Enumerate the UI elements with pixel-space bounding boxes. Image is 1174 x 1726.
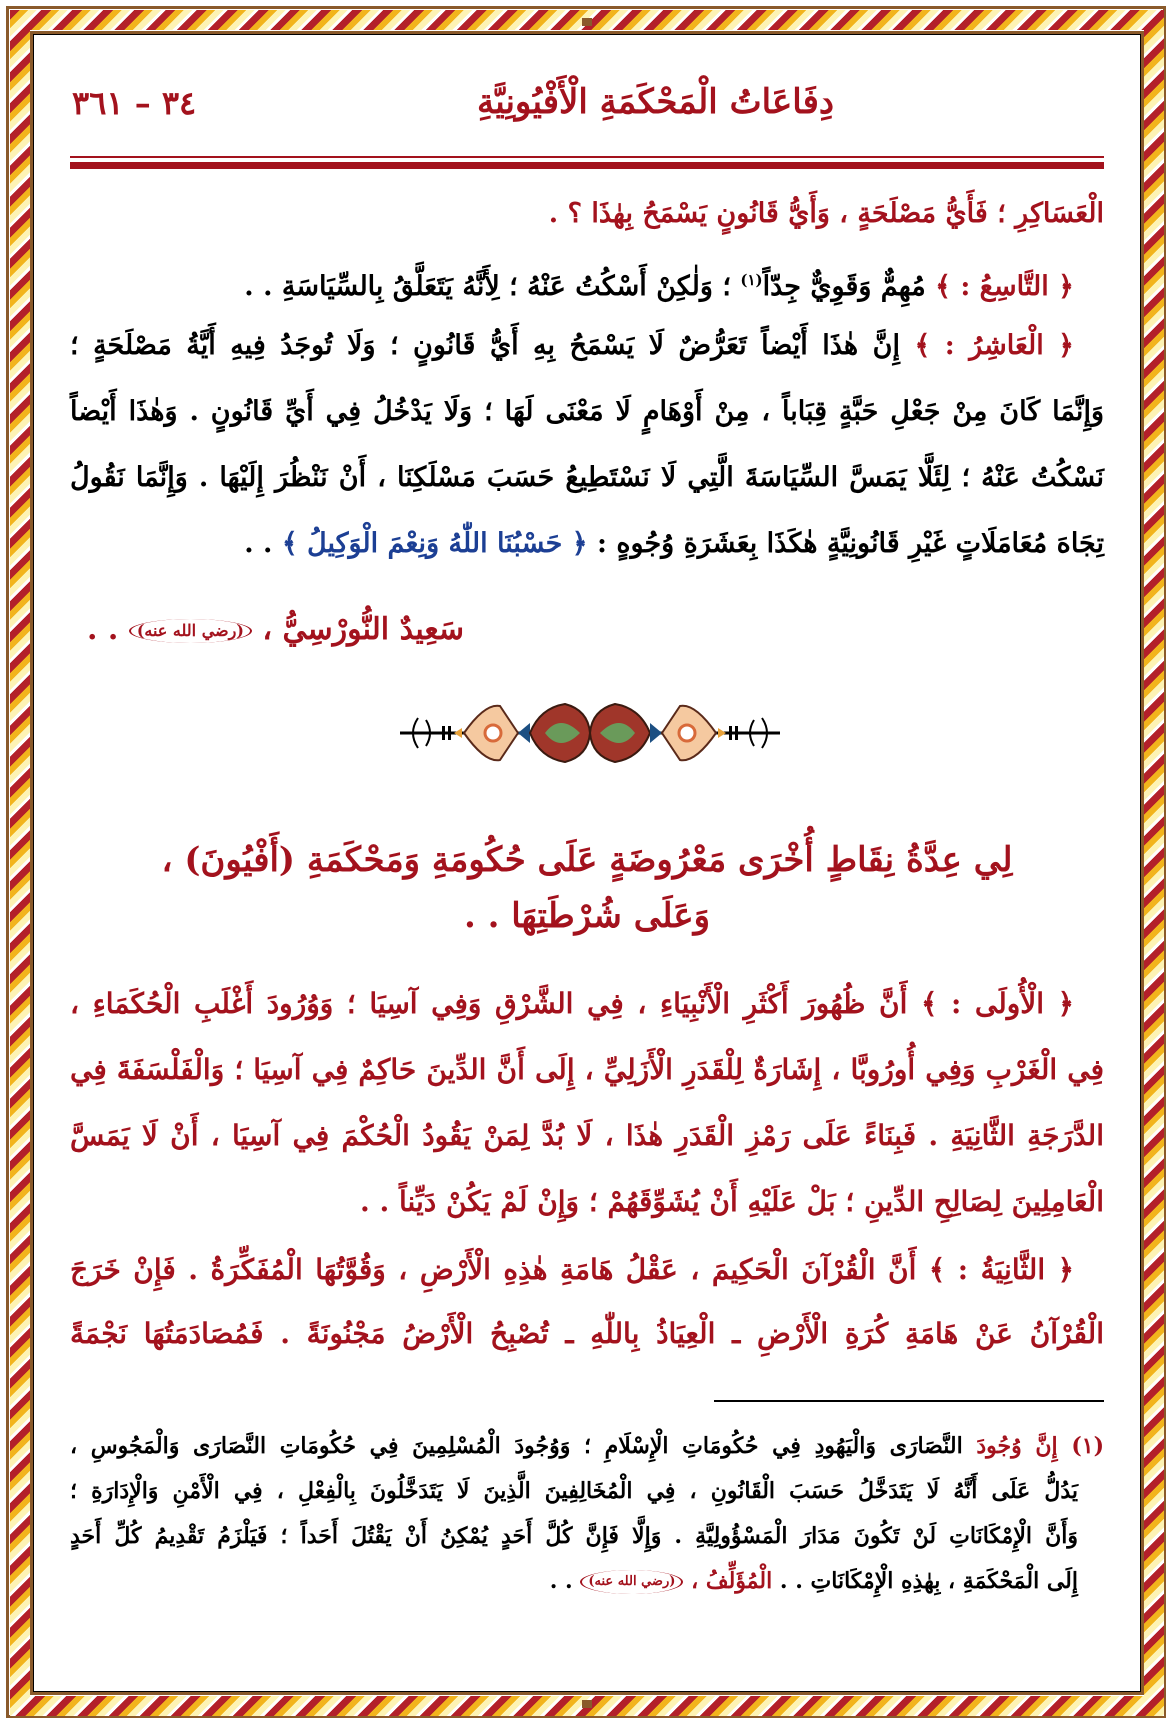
tenth-point-line-3	[70, 458, 1104, 498]
first-line-4: الْعَامِلِينَ لِصَالِحِ الدِّينِ ؛ بَلْ عَلَيْهِ أَنْ يُشَوِّقَهُمْ ؛ وَإِنْ لَمْ يَكُنْ دَيِّناً . .	[360, 1185, 1104, 1218]
ninth-text: مُهِمٌّ وَقَوِيٌّ جِدّاً	[762, 271, 926, 302]
first-point-line-1	[70, 984, 1104, 1024]
author-name: سَعِيدٌ النُّورْسِيُّ ،	[262, 612, 464, 647]
first-point-line-2	[70, 1050, 1104, 1090]
second-line-2: الْقُرْآنُ عَنْ هَامَةِ كُرَةِ الْأَرْضِ ـ الْعِيَاذُ بِاللّٰهِ ـ تُصْبِحُ الْأَرْضُ مَجْنُونَةً . فَمُصَادَمَتُهَا نَجْمَةً	[70, 1317, 1104, 1350]
first-line-1: أَنَّ ظُهُورَ أَكْثَرِ الْأَنْبِيَاءِ ، فِي الشَّرْقِ وَفِي آسِيَا ؛ وَوُرُودَ أَغْلَبِ الْحُكَمَاءِ ،	[70, 987, 908, 1020]
footnote-text-4: إِلَى الْمَحْكَمَةِ ، بِهٰذِهِ الْإِمْكَانَاتِ . .	[779, 1568, 1078, 1594]
honorific-seal-icon: (رضي الله عنه)	[129, 619, 252, 643]
page-number: ٣٤ – ٣٦١	[72, 84, 197, 122]
tenth-line-1: إِنَّ هٰذَا أَيْضاً تَعَرُّضٌ لَا يَسْمَحُ بِهِ أَيُّ قَانُونٍ ؛ وَلَا تُوجَدُ فِيهِ أَيَّةُ مَصْلَحَةٍ ؛	[70, 330, 900, 361]
footnote-line-1	[70, 1430, 1104, 1462]
ornament-peach-right	[662, 706, 716, 761]
tenth-point-line-2	[70, 392, 1104, 432]
tenth-line-4: تِجَاهَ مُعَامَلَاتٍ غَيْرِ قَانُونِيَّةٍ هٰكَذَا بِعَشَرَةِ وُجُوهٍ :	[596, 528, 1104, 559]
ornament-red-left	[530, 704, 590, 762]
footnote-author: الْمُؤَلِّفُ ،	[691, 1568, 773, 1594]
frame-top-center-tick	[582, 18, 592, 26]
tenth-line-3: نَسْكُتُ عَنْهُ ؛ لِئَلَّا يَمَسَّ السِّيَاسَةَ الَّتِي لَا نَسْتَطِيعُ حَسَبَ مَسْلَكِنَا ، أَنْ نَنْظُرَ إِلَيْهَا . وَإِنَّمَا نَقُولُ	[70, 462, 1104, 493]
footnote-line-2	[70, 1475, 1104, 1507]
signature-dots: . .	[87, 612, 119, 647]
tenth-line-2: وَإِنَّمَا كَانَ مِنْ جَعْلِ حَبَّةٍ قِبَاباً ، مِنْ أَوْهَامٍ لَا مَعْنَى لَهَا ؛ وَلَا يَدْخُلُ فِي أَيِّ قَانُونٍ . وَهٰذَا أَيْضاً	[70, 396, 1104, 427]
footnote-text-1: النَّصَارَى وَالْيَهُودِ فِي حُكُومَاتِ الْإِسْلَامِ ؛ وَوُجُودَ الْمُسْلِمِينَ فِي حُكُومَاتِ النَّصَارَى وَالْمَجُوسِ ،	[70, 1433, 963, 1459]
footnote-end-dots: . .	[549, 1568, 573, 1594]
ninth-point	[70, 260, 1104, 307]
footnote-marker: (١)	[1071, 1433, 1104, 1459]
tenth-label: ﴿ الْعَاشِرُ : ﴾	[914, 330, 1075, 361]
ornament-peach-left	[464, 706, 518, 761]
first-line-2: فِي الْغَرْبِ وَفِي أُورُوبَّا ، إِشَارَةٌ لِلْقَدَرِ الْأَزَلِيِّ ، إِلَى أَنَّ الدِّينَ حَاكِمٌ فِي آسِيَا ؛ وَالْفَلْسَفَةَ فِي	[70, 1053, 1104, 1086]
footnote-line-4	[70, 1565, 1104, 1597]
book-page	[70, 60, 1104, 1680]
tenth-point-line-4	[70, 524, 1104, 564]
first-point-line-4	[70, 1182, 1104, 1222]
quran-quote: ﴿ حَسْبُنَا اللّٰهُ وَنِعْمَ الْوَكِيلُ ﴾	[281, 528, 588, 559]
footnote-line-3	[70, 1520, 1104, 1552]
section-title-line-1: لِي عِدَّةُ نِقَاطٍ أُخْرَى مَعْرُوضَةٍ عَلَى حُكُومَةِ وَمَحْكَمَةِ (أَفْيُونَ) ،	[161, 840, 1013, 880]
first-line-3: الدَّرَجَةِ الثَّانِيَةِ . فَبِنَاءً عَلَى رَمْزِ الْقَدَرِ هٰذَا ، لَا بُدَّ لِمَنْ يَقُودُ الْحُكْمَ فِي آسِيَا ، أَنْ لَا يَمَسَّ	[70, 1119, 1104, 1152]
header-rule-thick	[70, 162, 1104, 169]
second-point-line-1	[70, 1250, 1104, 1290]
quote-trailing-dots: . .	[244, 528, 273, 559]
author-signature	[87, 612, 464, 647]
first-point-line-3	[70, 1116, 1104, 1156]
footnote-separator	[714, 1400, 1104, 1402]
page-header	[70, 82, 1104, 142]
footnote-lead: إِنَّ وُجُودَ	[976, 1433, 1058, 1459]
floral-divider-icon	[390, 698, 790, 768]
section-title-line-2: وَعَلَى شُرْطَتِهَا . .	[463, 896, 711, 936]
second-line-1: أَنَّ الْقُرْآنَ الْحَكِيمَ ، عَقْلُ هَامَةِ هٰذِهِ الْأَرْضِ ، وَقُوَّتُهَا الْمُفَكِّرَةُ . فَإِنْ خَرَجَ	[70, 1253, 917, 1286]
honorific-seal-icon: (رضي الله عنه)	[580, 1570, 683, 1594]
continuation-text: الْعَسَاكِرِ ؛ فَأَيُّ مَصْلَحَةٍ ، وَأَيُّ قَانُونٍ يَسْمَحُ بِهٰذَا ؟ .	[548, 198, 1104, 229]
ninth-text-after: ؛ وَلٰكِنْ أَسْكُتُ عَنْهُ ؛ لِأَنَّهُ يَتَعَلَّقُ بِالسِّيَاسَةِ . .	[244, 271, 731, 302]
tenth-point-line-1	[70, 326, 1104, 366]
first-label: ﴿ الْأُولَى : ﴾	[920, 987, 1075, 1020]
frame-bottom-center-tick	[582, 1700, 592, 1708]
running-title: دِفَاعَاتُ الْمَحْكَمَةِ الْأَفْيُونِيَّةِ	[476, 82, 834, 122]
paragraph-line	[70, 194, 1104, 234]
footnote-text-2: يَدُلُّ عَلَى أَنَّهُ لَا يَتَدَخَّلُ حَسَبَ الْقَانُونِ ، فِي الْمُخَالِفِينَ الَّذِينَ لَا يَتَدَخَّلُونَ بِالْفِعْلِ ، فِي الْأَمْنِ وَالْإِدَارَةِ ؛	[70, 1478, 1078, 1504]
ninth-label: ﴿ التَّاسِعُ : ﴾	[935, 271, 1074, 302]
header-rule-thin	[70, 156, 1104, 158]
second-point-line-2	[70, 1314, 1104, 1354]
footnote-text-3: وَأَنَّ الْإِمْكَانَاتِ لَنْ تَكُونَ مَدَارَ الْمَسْؤُولِيَّةِ . وَإِلَّا فَإِنَّ كُلَّ أَحَدٍ يُمْكِنُ أَنْ يَقْتُلَ أَحَداً ؛ فَيَلْزَمُ تَقْدِيمُ كُلِّ أَحَدٍ	[70, 1523, 1078, 1549]
ornament-red-right	[590, 704, 650, 762]
footnote-reference[interactable]: (١)	[740, 271, 763, 289]
second-label: ﴿ الثَّانِيَةُ : ﴾	[928, 1253, 1075, 1286]
